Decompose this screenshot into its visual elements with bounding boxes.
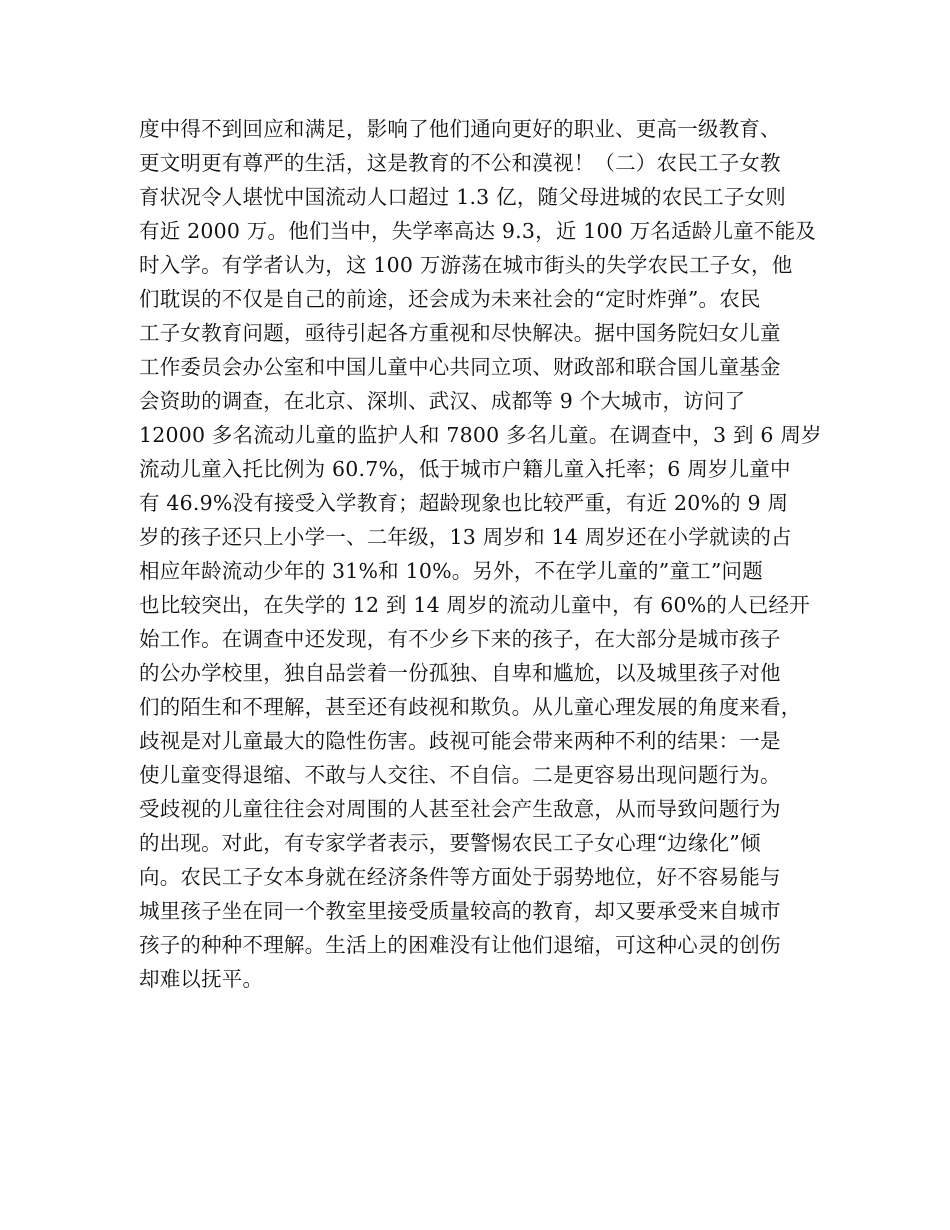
text-line-12: 有 46.9%没有接受入学教育；超龄现象也比较严重，有近 20%的 9 周 [139,491,789,515]
text-line-6: 们耽误的不仅是自己的前途，还会成为未来社会的“定时炸弹”。农民 [139,287,761,311]
text-line-1: 度中得不到回应和满足，影响了他们通向更好的职业、更高一级教育、 [139,117,781,141]
text-line-10: 12000 多名流动儿童的监护人和 7800 多名儿童。在调查中，3 到 6 周岁 [139,423,822,447]
text-line-11: 流动儿童入托比例为 60.7%，低于城市户籍儿童入托率；6 周岁儿童中 [139,457,791,481]
text-line-22: 的出现。对此，有专家学者表示，要警惕农民工子女心理“边缘化”倾 [139,831,761,855]
text-line-16: 始工作。在调查中还发现，有不少乡下来的孩子，在大部分是城市孩子 [139,627,781,651]
text-line-7: 工子女教育问题，亟待引起各方重视和尽快解决。据中国务院妇女儿童 [139,321,781,345]
text-line-14: 相应年龄流动少年的 31%和 10%。另外，不在学儿童的”童工”问题 [139,559,763,583]
text-line-23: 向。农民工子女本身就在经济条件等方面处于弱势地位，好不容易能与 [139,865,781,889]
text-line-15: 也比较突出，在失学的 12 到 14 周岁的流动儿童中，有 60%的人已经开 [139,593,810,617]
text-line-26: 却难以抚平。 [139,967,264,991]
text-line-4: 有近 2000 万。他们当中，失学率高达 9.3，近 100 万名适龄儿童不能及 [139,219,816,243]
text-line-21: 受歧视的儿童往往会对周围的人甚至社会产生敌意，从而导致问题行为 [139,797,781,821]
text-line-3: 育状况令人堪忧中国流动人口超过 1.3 亿，随父母进城的农民工子女则 [139,185,786,209]
text-line-13: 岁的孩子还只上小学一、二年级，13 周岁和 14 周岁还在小学就读的占 [139,525,792,549]
text-line-8: 工作委员会办公室和中国儿童中心共同立项、财政部和联合国儿童基金 [139,355,781,379]
body-text [139,112,822,996]
text-line-17: 的公办学校里，独自品尝着一份孤独、自卑和尴尬，以及城里孩子对他 [139,661,781,685]
text-line-25: 孩子的种种不理解。生活上的困难没有让他们退缩，可这种心灵的创伤 [139,933,781,957]
text-line-9: 会资助的调查，在北京、深圳、武汉、成都等 9 个大城市，访问了 [139,389,746,413]
text-line-24: 城里孩子坐在同一个教室里接受质量较高的教育，却又要承受来自城市 [139,899,781,923]
text-line-5: 时入学。有学者认为，这 100 万游荡在城市街头的失学农民工子女，他 [139,253,793,277]
text-line-19: 歧视是对儿童最大的隐性伤害。歧视可能会带来两种不利的结果：一是 [139,729,781,753]
text-line-2: 更文明更有尊严的生活，这是教育的不公和漠视！（二）农民工子女教 [139,151,781,175]
text-line-18: 们的陌生和不理解，甚至还有歧视和欺负。从儿童心理发展的角度来看， [139,695,802,719]
text-line-20: 使儿童变得退缩、不敢与人交往、不自信。二是更容易出现问题行为。 [139,763,781,787]
